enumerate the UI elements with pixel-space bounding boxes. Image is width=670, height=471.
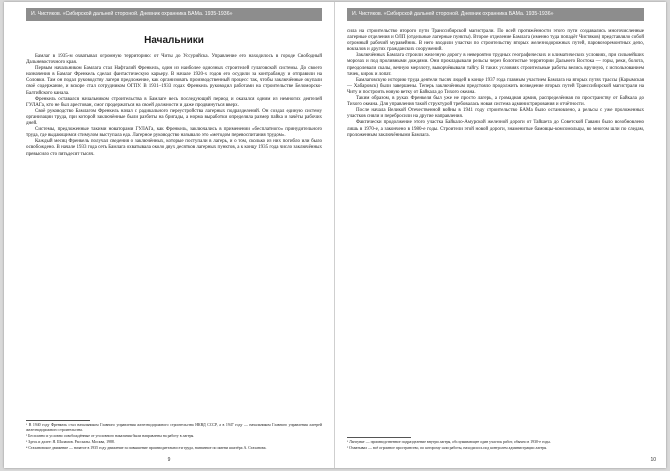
- paragraph: Фактически продолжение этого участка Байкало-Амурской железной дороги от Тайшета до Советской Гавани было возобновлено лишь в 1970-е, а закончено в 1980-е годы. Строители этой новой дороги, знаменитые бамовцы-комсомольцы, во многом шли по следам, проложенным заключёнными Бамлага.: [347, 120, 644, 138]
- paragraph: Первым начальником Бамлага стал Нафталий Френкель, один из наиболее одиозных строителей гулаговской системы. До своего назначения в Бамлаг Френкель сделал фантастическую карьеру. В начале 1920-х годов его осудили за контрабанду и отправили на Соловки. Там он подал руководству лагеря предложение, как организовать производственный процесс так, чтобы заключённые окупали своё содержание, и вскоре стал сотрудником ОГПУ. В 1931–1933 годах Френкель руководил работами на строительстве Беломорско-Балтийского канала.: [26, 66, 322, 96]
- page-number: 10: [650, 457, 656, 463]
- running-header: И. Чистяков. «Сибирской дальней стороной. Дневник охранника БАМа. 1935-1936»: [347, 8, 644, 21]
- footnote: ⁴ Стахановское движение — начатое в 1935 году движение за повышение производительности труда, названное по имени шахтёра А. Стаханова.: [26, 445, 267, 450]
- paragraph: Френкель оставался начальником строительства в Бамлаге весь последующий период и оказался одним из немногих деятелей ГУЛАГа, кто не был арестован, смог продержаться на своей должности и даже продвинуться вверх.: [26, 96, 322, 108]
- footnote: ² Охватывал — всё огромное пространство, по которому шли работы, находилось под контролем администрации лагеря.: [347, 445, 548, 450]
- body-text: [26, 54, 322, 158]
- footnotes: [26, 420, 322, 452]
- footnote: ¹ Лагпункт — производственное подразделение внутри лагеря, обслуживающее один участок работ, обычно в 1930-е годы.: [347, 439, 551, 444]
- right-page: [335, 2, 666, 468]
- page-number: 9: [167, 457, 171, 463]
- footnote-rule: [347, 437, 411, 438]
- left-page: [4, 2, 335, 468]
- footnote: ³ Здесь и далее: Я. Шаламов. Рассказы. Москва, 1988.: [26, 439, 115, 444]
- paragraph: Таким образом, в руках Френкеля был уже не просто лагерь, а громадная армия, распределённая по пространству от Байкала до Тихого океана. Для управления такой структурой требовалась новая система администрирования и отчётности.: [347, 96, 644, 108]
- paragraph: Системы, предложенные такими новаторами ГУЛАГа, как Френкель, заключались в применении «бесплатного» принудительного труда, где выдающимся стимулом выступала еда. Лагерное руководство называло это «методом перевоспитания трудом».: [26, 127, 322, 139]
- running-header: И. Чистяков. «Сибирской дальней стороной. Дневник охранника БАМа. 1935-1936»: [26, 8, 322, 21]
- paragraph: После начала Великой Отечественной войны в 1941 году строительство БАМа было остановлено, а рельсы с уже проложенных участков сняли и перебросили на другие направления.: [347, 108, 644, 120]
- paragraph: Бамлаговскую историю труда деятели тысяч людей в конце 1937 года главным участием Бамлага на вторых путях трассы (Карымская — Хабаровск) были завершены. Теперь заключённым предстояло продолжить возведение вторых путей Транссибирской магистрали на Читу и построить новую ветку от Байкала до Тихого океана.: [347, 77, 644, 95]
- footnote-rule: [26, 420, 90, 421]
- paragraph: Каждый месяц Френкель получал сведения о заключённых, которые поступали в лагерь, и о том, сколько из них погибло или было освобождено. В начале 1933 года сеть Бамлага охватывала около двух десятков лагерных пунктов, а к концу 1935 года число заключённых превысило сто пятьдесят тысяч.: [26, 139, 322, 157]
- footnote: ² Бесплатно и условно освобождённые от уголовного наказания были направлены на работу в лагеря.: [26, 433, 195, 438]
- footnotes: [347, 437, 644, 452]
- body-text: [347, 29, 644, 139]
- paragraph: Бамлаг в 1935-м охватывал огромную территорию: от Читы до Уссурийска. Управление его находилось в городе Свободный Дальневосточного края.: [26, 54, 322, 66]
- paragraph: Заключённых Бамлага строили железную дорогу в невероятно трудных географических и климатических условиях, при сильнейших морозах и под проливными дождями. Они прокладывали рельсы через болотистые территории Дальнего Востока — горы, реки, болота, преодолевали скалы, вечную мерзлоту, выкорчёвывали тайгу. В таких условиях строительные работы велись вручную, с использованием тачек, кирок и лопат.: [347, 53, 644, 77]
- chapter-title: Начальники: [144, 35, 204, 46]
- paragraph: Своё руководство Бамлагом Френкель начал с радикального переустройства лагерных подразделений. Он создал единую систему организации труда, при которой заключённые были разбиты на бригады, а норма выработки определяла размер пайка и зачёты рабочих дней.: [26, 108, 322, 127]
- paragraph: сила на строительство второго пути Транссибирской магистрали. По всей протяжённости этого пути создавались многочисленные лагерные отделения и ОЛП (отдельные лагерные пункты). Второе отделение Бамлага (именно туда попадёт Чистяков) представляло собой огромный рабочий муравейник. В него входили участки по строительству вторых железнодорожных путей, паровозоремонтных депо, вокзалов и других гражданских сооружений.: [347, 29, 644, 53]
- footnote: ¹ В 1940 году Френкель стал начальником Главного управления железнодорожного строительства НКВД СССР, а в 1947 году — начальником Главного управления лагерей железнодорожного строительства.: [26, 422, 322, 432]
- book-spread: [4, 2, 666, 468]
